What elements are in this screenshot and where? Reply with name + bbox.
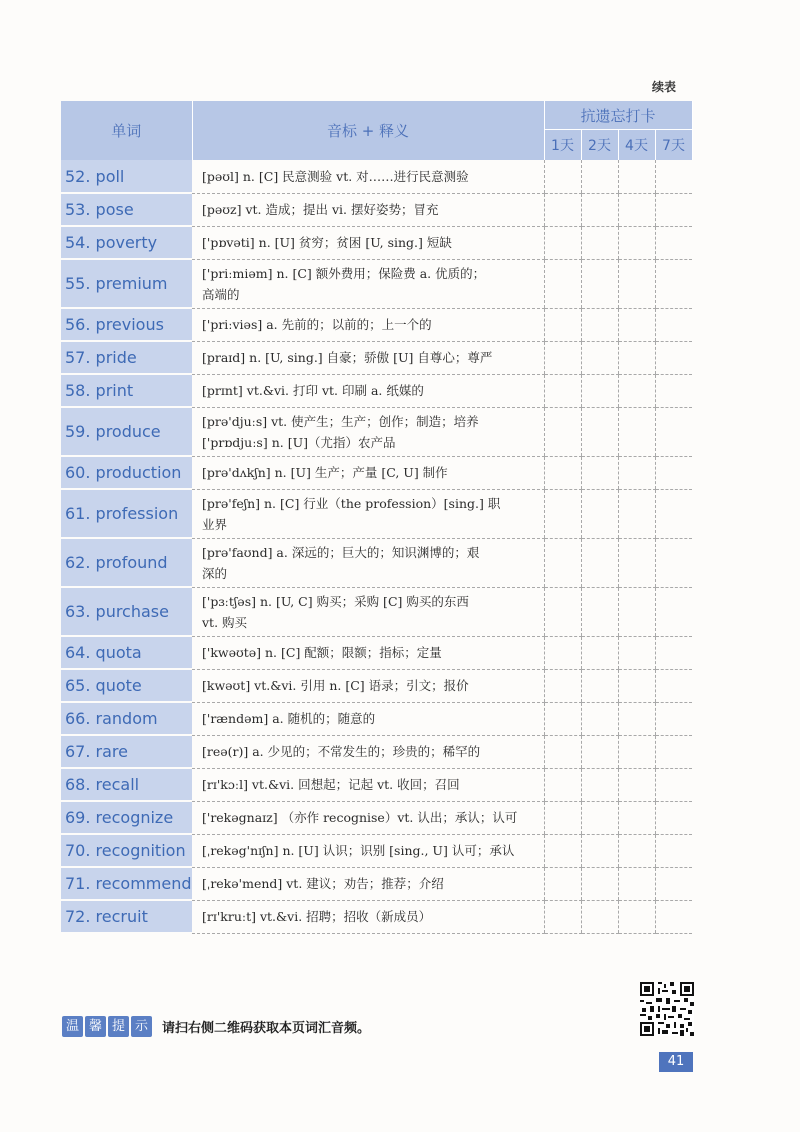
review-checkbox-cell[interactable] <box>544 702 581 735</box>
definition-cell <box>192 538 544 587</box>
review-checkbox-cell[interactable] <box>544 456 581 489</box>
word-cell: 62. profound <box>61 538 192 587</box>
review-checkbox-cell[interactable] <box>618 341 655 374</box>
review-checkbox-cell[interactable] <box>544 374 581 407</box>
definition-line: [kwəʊt] vt.&vi. 引用 n. [C] 语录；引文；报价 <box>202 678 469 693</box>
table-row <box>61 702 692 735</box>
review-checkbox-cell[interactable] <box>581 768 618 801</box>
definition-cell <box>192 735 544 768</box>
definition-cell <box>192 193 544 226</box>
definition-cell <box>192 374 544 407</box>
review-checkbox-cell[interactable] <box>581 226 618 259</box>
word-cell: 55. premium <box>61 259 192 308</box>
definition-line: [praɪd] n. [U, sing.] 自豪；骄傲 [U] 自尊心；尊严 <box>202 350 493 365</box>
table-row <box>61 538 692 587</box>
review-checkbox-cell[interactable] <box>618 801 655 834</box>
review-checkbox-cell[interactable] <box>581 801 618 834</box>
definition-line: [rɪ'kɔːl] vt.&vi. 回想起；记起 vt. 收回；召回 <box>202 777 460 792</box>
review-checkbox-cell[interactable] <box>544 801 581 834</box>
definition-line: [prə'djuːs] vt. 使产生；生产；创作；制造；培养 <box>202 413 479 429</box>
qr-code-icon[interactable] <box>640 982 694 1036</box>
page-number: 41 <box>659 1052 693 1072</box>
definition-line: [pəʊl] n. [C] 民意测验 vt. 对……进行民意测验 <box>202 168 469 184</box>
table-row <box>61 489 692 538</box>
definition-line: [prə'dʌkʃn] n. [U] 生产；产量 [C, U] 制作 <box>202 465 448 480</box>
review-checkbox-cell[interactable] <box>544 193 581 226</box>
header-day-1: 1天 <box>544 130 581 161</box>
header-day-2: 2天 <box>581 130 618 161</box>
definition-line: ['kwəʊtə] n. [C] 配额；限额；指标；定量 <box>202 645 442 660</box>
review-checkbox-cell[interactable] <box>581 735 618 768</box>
review-checkbox-cell[interactable] <box>581 636 618 669</box>
review-checkbox-cell[interactable] <box>544 538 581 587</box>
review-checkbox-cell[interactable] <box>655 193 692 226</box>
review-checkbox-cell[interactable] <box>581 834 618 867</box>
header-day-7: 7天 <box>655 130 692 161</box>
review-checkbox-cell[interactable] <box>544 669 581 702</box>
review-checkbox-cell[interactable] <box>618 669 655 702</box>
table-row <box>61 801 692 834</box>
definition-line: ['priːviəs] a. 先前的；以前的；上一个的 <box>202 317 432 332</box>
review-checkbox-cell[interactable] <box>655 702 692 735</box>
tip-text: 请扫右侧二维码获取本页词汇音频。 <box>162 1021 371 1036</box>
definition-line: ['pɒvəti] n. [U] 贫穷；贫困 [U, sing.] 短缺 <box>202 235 452 250</box>
review-checkbox-cell[interactable] <box>544 160 581 193</box>
word-cell: 66. random <box>61 702 192 735</box>
definition-cell <box>192 160 544 193</box>
review-checkbox-cell[interactable] <box>618 587 655 636</box>
definition-cell <box>192 587 544 636</box>
definition-cell <box>192 226 544 259</box>
tip-banner <box>62 1016 370 1037</box>
review-checkbox-cell[interactable] <box>655 735 692 768</box>
review-checkbox-cell[interactable] <box>655 341 692 374</box>
review-checkbox-cell[interactable] <box>618 308 655 341</box>
tip-char: 馨 <box>85 1016 106 1037</box>
review-checkbox-cell[interactable] <box>544 768 581 801</box>
review-checkbox-cell[interactable] <box>544 259 581 308</box>
review-checkbox-cell[interactable] <box>618 456 655 489</box>
word-cell: 57. pride <box>61 341 192 374</box>
review-checkbox-cell[interactable] <box>618 538 655 587</box>
definition-line: 深的 <box>202 565 228 581</box>
review-checkbox-cell[interactable] <box>655 834 692 867</box>
review-checkbox-cell[interactable] <box>544 900 581 933</box>
definition-cell <box>192 867 544 900</box>
review-checkbox-cell[interactable] <box>618 702 655 735</box>
definition-line: ['prɒdjuːs] n. [U]（尤指）农产品 <box>202 434 396 450</box>
table-row <box>61 407 692 456</box>
review-checkbox-cell[interactable] <box>618 768 655 801</box>
word-cell: 53. pose <box>61 193 192 226</box>
review-checkbox-cell[interactable] <box>618 374 655 407</box>
definition-cell <box>192 801 544 834</box>
definition-line: ['rændəm] a. 随机的；随意的 <box>202 711 376 726</box>
definition-cell <box>192 407 544 456</box>
tip-char: 示 <box>131 1016 152 1037</box>
definition-line: [reə(r)] a. 少见的；不常发生的；珍贵的；稀罕的 <box>202 744 481 759</box>
word-cell: 69. recognize <box>61 801 192 834</box>
definition-line: [ˌrekəg'nɪʃn] n. [U] 认识；识别 [sing., U] 认可；承认 <box>202 843 515 858</box>
table-row <box>61 341 692 374</box>
definition-cell <box>192 900 544 933</box>
review-checkbox-cell[interactable] <box>581 160 618 193</box>
review-checkbox-cell[interactable] <box>581 538 618 587</box>
word-cell: 68. recall <box>61 768 192 801</box>
table-row <box>61 768 692 801</box>
review-checkbox-cell[interactable] <box>655 308 692 341</box>
table-row <box>61 900 692 933</box>
table-row <box>61 226 692 259</box>
review-checkbox-cell[interactable] <box>655 226 692 259</box>
review-checkbox-cell[interactable] <box>581 456 618 489</box>
table-row <box>61 193 692 226</box>
review-checkbox-cell[interactable] <box>581 341 618 374</box>
table-row <box>61 160 692 193</box>
definition-line: 业界 <box>202 516 228 532</box>
review-checkbox-cell[interactable] <box>618 735 655 768</box>
definition-cell <box>192 669 544 702</box>
word-cell: 58. print <box>61 374 192 407</box>
word-cell: 72. recruit <box>61 900 192 933</box>
table-row <box>61 834 692 867</box>
review-checkbox-cell[interactable] <box>655 669 692 702</box>
review-checkbox-cell[interactable] <box>655 160 692 193</box>
review-checkbox-cell[interactable] <box>655 538 692 587</box>
word-cell: 63. purchase <box>61 587 192 636</box>
review-checkbox-cell[interactable] <box>618 160 655 193</box>
review-checkbox-cell[interactable] <box>581 900 618 933</box>
review-checkbox-cell[interactable] <box>655 407 692 456</box>
review-checkbox-cell[interactable] <box>618 834 655 867</box>
review-checkbox-cell[interactable] <box>544 587 581 636</box>
definition-cell <box>192 636 544 669</box>
definition-line: [ˌrekə'mend] vt. 建议；劝告；推荐；介绍 <box>202 876 444 891</box>
review-checkbox-cell[interactable] <box>618 489 655 538</box>
review-checkbox-cell[interactable] <box>544 735 581 768</box>
definition-line: [rɪ'kruːt] vt.&vi. 招聘；招收（新成员） <box>202 909 432 924</box>
definition-cell <box>192 259 544 308</box>
header-definition: 音标 + 释义 <box>192 101 544 160</box>
word-cell: 70. recognition <box>61 834 192 867</box>
definition-line: 高端的 <box>202 286 240 302</box>
review-checkbox-cell[interactable] <box>581 702 618 735</box>
review-checkbox-cell[interactable] <box>581 867 618 900</box>
review-checkbox-cell[interactable] <box>581 407 618 456</box>
review-checkbox-cell[interactable] <box>618 636 655 669</box>
word-cell: 64. quota <box>61 636 192 669</box>
header-word: 单词 <box>61 101 192 160</box>
review-checkbox-cell[interactable] <box>655 456 692 489</box>
word-cell: 52. poll <box>61 160 192 193</box>
definition-cell <box>192 456 544 489</box>
review-checkbox-cell[interactable] <box>618 259 655 308</box>
definition-cell <box>192 341 544 374</box>
review-checkbox-cell[interactable] <box>618 867 655 900</box>
review-checkbox-cell[interactable] <box>544 867 581 900</box>
definition-line: ['priːmiəm] n. [C] 额外费用；保险费 a. 优质的； <box>202 265 486 281</box>
review-checkbox-cell[interactable] <box>544 636 581 669</box>
table-row <box>61 636 692 669</box>
word-cell: 65. quote <box>61 669 192 702</box>
review-checkbox-cell[interactable] <box>618 226 655 259</box>
review-checkbox-cell[interactable] <box>544 489 581 538</box>
review-checkbox-cell[interactable] <box>655 801 692 834</box>
review-checkbox-cell[interactable] <box>581 193 618 226</box>
word-cell: 59. produce <box>61 407 192 456</box>
review-checkbox-cell[interactable] <box>655 867 692 900</box>
review-checkbox-cell[interactable] <box>618 900 655 933</box>
word-cell: 56. previous <box>61 308 192 341</box>
definition-cell <box>192 308 544 341</box>
tip-char: 温 <box>62 1016 83 1037</box>
definition-cell <box>192 768 544 801</box>
review-checkbox-cell[interactable] <box>544 834 581 867</box>
table-row <box>61 867 692 900</box>
review-checkbox-cell[interactable] <box>581 374 618 407</box>
vocabulary-body <box>61 160 692 933</box>
review-checkbox-cell[interactable] <box>655 768 692 801</box>
definition-line: [pəʊz] vt. 造成；提出 vi. 摆好姿势；冒充 <box>202 202 439 217</box>
definition-line: ['rekəgnaɪz] （亦作 recognise）vt. 认出；承认；认可 <box>202 810 518 825</box>
word-cell: 61. profession <box>61 489 192 538</box>
definition-line: [prə'feʃn] n. [C] 行业（the profession）[sing.] 职 <box>202 495 501 511</box>
review-checkbox-cell[interactable] <box>581 489 618 538</box>
review-checkbox-cell[interactable] <box>581 308 618 341</box>
definition-line: ['pɜːtʃəs] n. [U, C] 购买；采购 [C] 购买的东西 <box>202 593 469 609</box>
review-checkbox-cell[interactable] <box>581 669 618 702</box>
review-checkbox-cell[interactable] <box>655 636 692 669</box>
table-row <box>61 374 692 407</box>
table-row <box>61 735 692 768</box>
tip-char: 提 <box>108 1016 129 1037</box>
review-checkbox-cell[interactable] <box>581 259 618 308</box>
review-checkbox-cell[interactable] <box>618 193 655 226</box>
definition-cell <box>192 834 544 867</box>
header-day-4: 4天 <box>618 130 655 161</box>
review-checkbox-cell[interactable] <box>544 308 581 341</box>
review-checkbox-cell[interactable] <box>544 407 581 456</box>
definition-cell <box>192 489 544 538</box>
word-cell: 71. recommend <box>61 867 192 900</box>
word-cell: 60. production <box>61 456 192 489</box>
review-checkbox-cell[interactable] <box>655 259 692 308</box>
review-checkbox-cell[interactable] <box>618 407 655 456</box>
review-checkbox-cell[interactable] <box>544 341 581 374</box>
review-checkbox-cell[interactable] <box>581 587 618 636</box>
table-row <box>61 308 692 341</box>
definition-cell <box>192 702 544 735</box>
table-row <box>61 456 692 489</box>
definition-line: vt. 购买 <box>202 614 248 630</box>
table-row <box>61 587 692 636</box>
vocabulary-table <box>61 101 693 934</box>
review-checkbox-cell[interactable] <box>655 374 692 407</box>
header-review: 抗遗忘打卡 <box>544 101 692 130</box>
continued-label: 续表 <box>652 80 677 94</box>
table-row <box>61 259 692 308</box>
review-checkbox-cell[interactable] <box>655 489 692 538</box>
word-cell: 67. rare <box>61 735 192 768</box>
word-cell: 54. poverty <box>61 226 192 259</box>
review-checkbox-cell[interactable] <box>655 900 692 933</box>
definition-line: [prɪnt] vt.&vi. 打印 vt. 印刷 a. 纸媒的 <box>202 383 424 398</box>
table-row <box>61 669 692 702</box>
review-checkbox-cell[interactable] <box>655 587 692 636</box>
review-checkbox-cell[interactable] <box>544 226 581 259</box>
definition-line: [prə'faʊnd] a. 深远的；巨大的；知识渊博的；艰 <box>202 544 480 560</box>
